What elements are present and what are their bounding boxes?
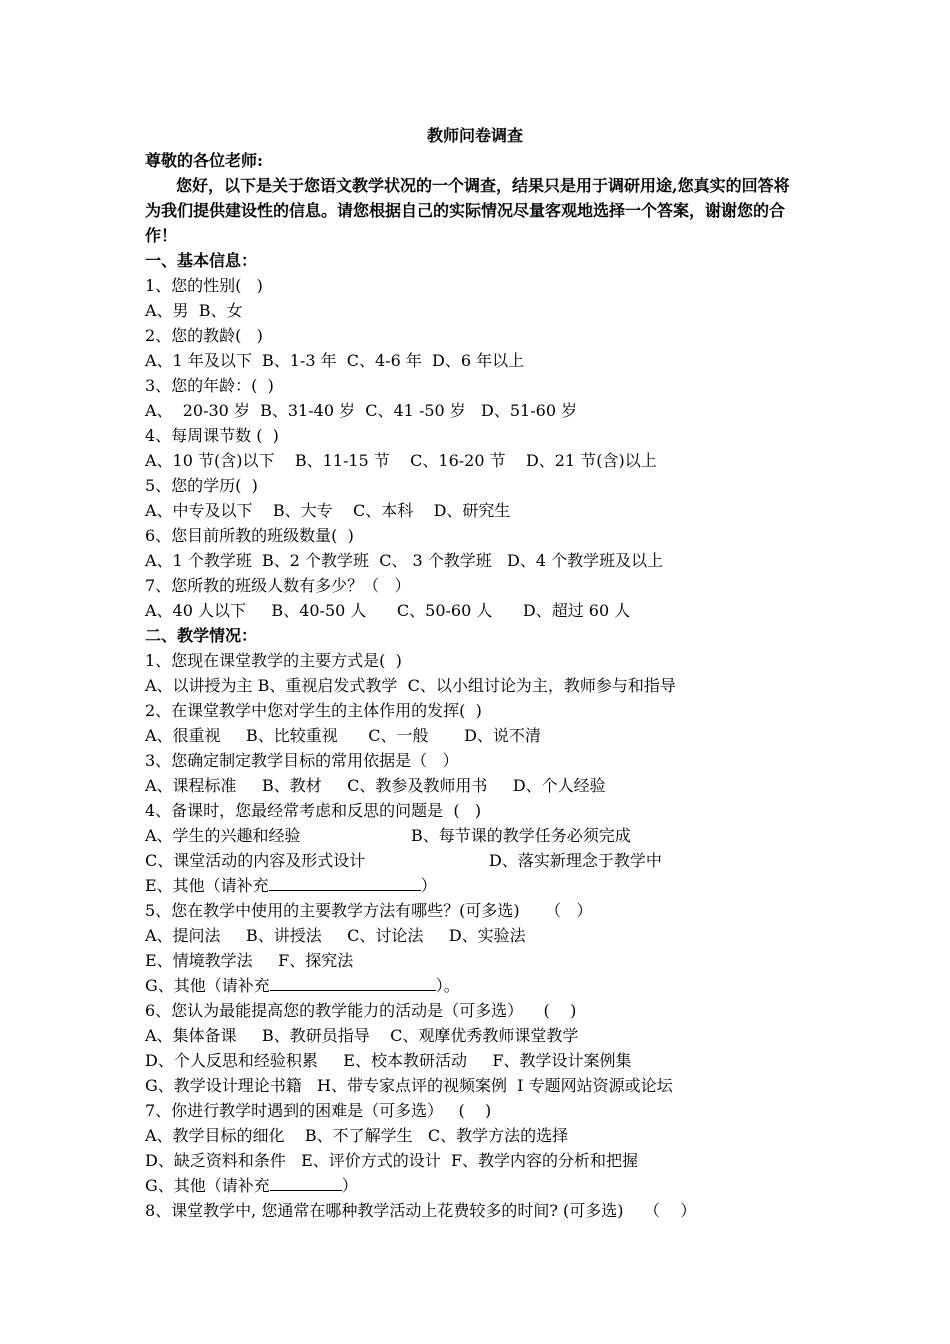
question-line: 4、每周课节数 ( ): [145, 426, 279, 445]
greeting: 尊敬的各位老师:: [145, 151, 263, 170]
options-line: A、 20-30 岁 B、31-40 岁 C、41 -50 岁 D、51-60 岁: [145, 401, 578, 420]
intro-line-2: 为我们提供建设性的信息。请您根据自己的实际情况尽量客观地选择一个答案，谢谢您的合: [145, 201, 786, 220]
question-line: 4、备课时，您最经常考虑和反思的问题是 ( ): [145, 801, 482, 820]
question-line: 6、您认为最能提高您的教学能力的活动是（可多选） ( ): [145, 1001, 577, 1020]
option-g-label: G、其他（请补充: [145, 1176, 270, 1195]
options-line: A、课程标准 B、教材 C、教参及教师用书 D、个人经验: [145, 776, 606, 795]
options-line: A、中专及以下 B、大专 C、本科 D、研究生: [145, 501, 511, 520]
fill-in-blank[interactable]: [270, 975, 436, 991]
options-line: A、很重视 B、比较重视 C、一般 D、说不清: [145, 726, 541, 745]
closing-paren: ）: [420, 876, 437, 895]
question-line: 6、您目前所教的班级数量( ): [145, 526, 354, 545]
section-heading-basic-info: 一、基本信息：: [145, 251, 258, 270]
question-line: 8、课堂教学中, 您通常在哪种教学活动上花费较多的时间? (可多选) （ ）: [145, 1201, 697, 1220]
options-line: A、1 年及以下 B、1-3 年 C、4-6 年 D、6 年以上: [145, 351, 525, 370]
options-line: A、教学目标的细化 B、不了解学生 C、教学方法的选择: [145, 1126, 569, 1145]
closing-paren: ）。: [435, 976, 460, 995]
option-a: A、学生的兴趣和经验: [145, 826, 301, 845]
options-line: D、缺乏资料和条件 E、评价方式的设计 F、教学内容的分析和把握: [145, 1151, 639, 1170]
question-line: 7、您所教的班级人数有多少？（ ）: [145, 576, 411, 595]
options-line: A、集体备课 B、教研员指导 C、观摩优秀教师课堂教学: [145, 1026, 579, 1045]
document-title: 教师问卷调查: [426, 126, 523, 145]
section-heading-teaching: 二、教学情况：: [145, 626, 258, 645]
option-g-line: [145, 1174, 358, 1198]
question-line: 3、您的年龄：( ): [145, 376, 274, 395]
options-line: A、提问法 B、讲授法 C、讨论法 D、实验法: [145, 926, 526, 945]
options-line: G、教学设计理论书籍 H、带专家点评的视频案例 I 专题网站资源或论坛: [145, 1076, 673, 1095]
options-line: A、男 B、女: [145, 301, 243, 320]
intro-line-1: 您好，以下是关于您语文教学状况的一个调查，结果只是用于调研用途,您真实的回答将: [176, 176, 790, 195]
options-line: E、情境教学法 F、探究法: [145, 951, 354, 970]
question-line: 5、您的学历( ): [145, 476, 258, 495]
options-line: A、40 人以下 B、40-50 人 C、50-60 人 D、超过 60 人: [145, 601, 631, 620]
question-line: 5、您在教学中使用的主要教学方法有哪些？(可多选) （ ）: [145, 901, 593, 920]
option-g-line: [145, 974, 460, 998]
fill-in-blank[interactable]: [269, 875, 421, 891]
options-line: A、以讲授为主 B、重视启发式教学 C、以小组讨论为主，教师参与和指导: [145, 676, 676, 695]
option-c: C、课堂活动的内容及形式设计: [145, 851, 366, 870]
fill-in-blank[interactable]: [270, 1175, 342, 1191]
closing-paren: ）: [341, 1176, 358, 1195]
option-g-label: G、其他（请补充: [145, 976, 270, 995]
question-line: 1、您现在课堂教学的主要方式是( ): [145, 651, 402, 670]
question-line: 7、你进行教学时遇到的困难是（可多选） ( ): [145, 1101, 492, 1120]
question-line: 2、在课堂教学中您对学生的主体作用的发挥( ): [145, 701, 482, 720]
option-b: B、每节课的教学任务必须完成: [411, 826, 631, 845]
option-e-line: [145, 874, 437, 898]
options-line: D、个人反思和经验积累 E、校本教研活动 F、教学设计案例集: [145, 1051, 632, 1070]
question-line: 1、您的性别( ): [145, 276, 263, 295]
question-line: 2、您的教龄( ): [145, 326, 263, 345]
intro-line-3: 作！: [145, 226, 178, 245]
options-line: A、1 个教学班 B、2 个教学班 C、 3 个教学班 D、4 个教学班及以上: [145, 551, 664, 570]
option-d: D、落实新理念于教学中: [489, 851, 662, 870]
options-line: A、10 节(含)以下 B、11-15 节 C、16-20 节 D、21 节(含)以上: [145, 451, 657, 470]
option-e-label: E、其他（请补充: [145, 876, 269, 895]
question-line: 3、您确定制定教学目标的常用依据是（ ）: [145, 751, 459, 770]
